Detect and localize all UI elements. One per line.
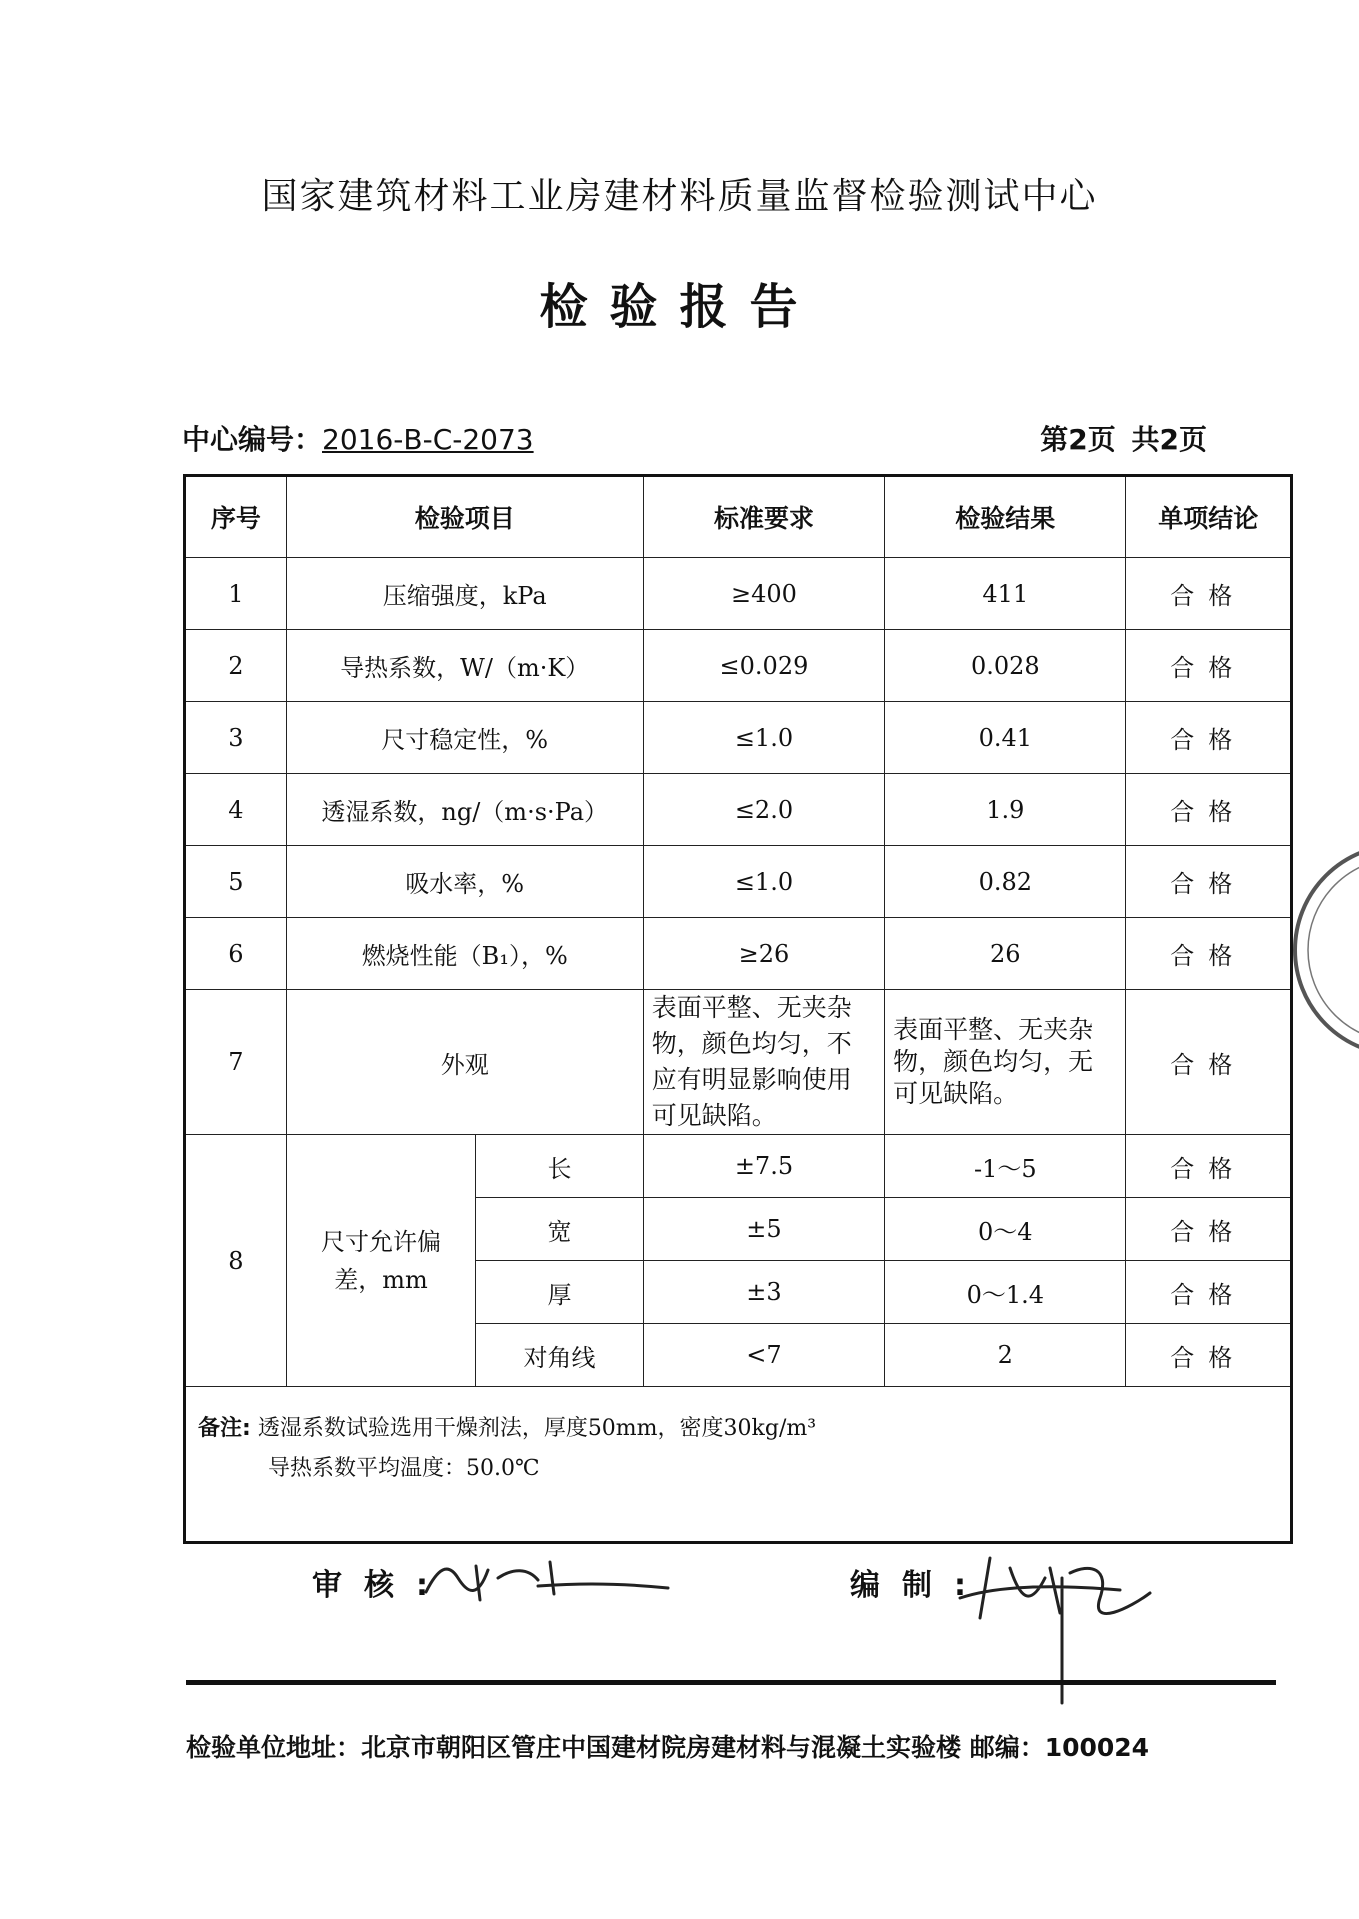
- row-result: 0.41: [885, 702, 1126, 774]
- remarks-label: 备注:: [198, 1416, 251, 1441]
- row-result: 0～4: [885, 1198, 1126, 1261]
- row-result: 2: [885, 1324, 1126, 1387]
- row-no: 6: [185, 918, 287, 990]
- table-row: [185, 774, 1292, 846]
- row-verdict: 合格: [1126, 1261, 1292, 1324]
- table-row: [185, 918, 1292, 990]
- row-no: 4: [185, 774, 287, 846]
- row-result: 0.82: [885, 846, 1126, 918]
- row-verdict: 合格: [1126, 630, 1292, 702]
- center-number: [182, 418, 534, 458]
- remarks-line-2: 导热系数平均温度：50.0℃: [268, 1456, 540, 1481]
- review-signature-icon: [418, 1548, 678, 1608]
- row-item: 压缩强度，kPa: [286, 558, 643, 630]
- row-result: 0.028: [885, 630, 1126, 702]
- row-item: 吸水率，%: [286, 846, 643, 918]
- table-header-row: [185, 476, 1292, 558]
- page-info: 第2页 共2页: [1040, 423, 1207, 456]
- row-verdict: 合格: [1126, 1324, 1292, 1387]
- row-standard: ±7.5: [643, 1135, 884, 1198]
- row-item: 透湿系数，ng/（m·s·Pa）: [286, 774, 643, 846]
- center-number-label: 中心编号：: [182, 423, 323, 456]
- table-row: [185, 702, 1292, 774]
- footer-divider: [186, 1680, 1276, 1685]
- report-title: 检验报告: [539, 279, 820, 335]
- row-verdict: 合格: [1126, 846, 1292, 918]
- row-no: 5: [185, 846, 287, 918]
- row-item: 外观: [286, 990, 643, 1135]
- row-standard: ≤1.0: [643, 846, 884, 918]
- row-standard: ≤0.029: [643, 630, 884, 702]
- row-result: 26: [885, 918, 1126, 990]
- header-standard: 标准要求: [643, 476, 884, 558]
- report-table: [183, 474, 1293, 1544]
- row-standard: ≤1.0: [643, 702, 884, 774]
- row-standard: ±3: [643, 1261, 884, 1324]
- row-standard: ≥400: [643, 558, 884, 630]
- sub-item-name: 对角线: [476, 1324, 643, 1387]
- organization-name: 国家建筑材料工业房建材料质量监督检验测试中心: [261, 176, 1098, 217]
- table-row: [185, 558, 1292, 630]
- row-item: 燃烧性能（B₁），%: [286, 918, 643, 990]
- sub-item-name: 厚: [476, 1261, 643, 1324]
- row-item: 尺寸允许偏差，mm: [286, 1135, 476, 1387]
- header-verdict: 单项结论: [1126, 476, 1292, 558]
- row-standard: ≤2.0: [643, 774, 884, 846]
- remarks-line-1: 透湿系数试验选用干燥剂法，厚度50mm，密度30kg/m³: [257, 1416, 817, 1441]
- row-no: 2: [185, 630, 287, 702]
- row-standard: ±5: [643, 1198, 884, 1261]
- row-result: 0～1.4: [885, 1261, 1126, 1324]
- row-result: 1.9: [885, 774, 1126, 846]
- row-item: 尺寸稳定性，%: [286, 702, 643, 774]
- row-verdict: 合格: [1126, 1135, 1292, 1198]
- compile-label: 编制:: [850, 1568, 988, 1603]
- row-verdict: 合格: [1126, 558, 1292, 630]
- header-result: 检验结果: [885, 476, 1126, 558]
- review-label: 审核:: [312, 1568, 450, 1603]
- remarks-row: [185, 1387, 1292, 1543]
- row-no: 7: [185, 990, 287, 1135]
- seal-stamp-icon: [1290, 830, 1359, 1070]
- row-no: 1: [185, 558, 287, 630]
- row-result: 411: [885, 558, 1126, 630]
- sub-item-name: 宽: [476, 1198, 643, 1261]
- table-row: [185, 990, 1292, 1135]
- center-number-value: 2016-B-C-2073: [322, 423, 534, 456]
- row-standard: 表面平整、无夹杂物，颜色均匀，不应有明显影响使用可见缺陷。: [643, 990, 884, 1135]
- footer-address: 检验单位地址：北京市朝阳区管庄中国建材院房建材料与混凝土实验楼 邮编：100024: [186, 1733, 1150, 1762]
- row-no: 3: [185, 702, 287, 774]
- row-verdict: 合格: [1126, 990, 1292, 1135]
- row-item: 导热系数，W/（m·K）: [286, 630, 643, 702]
- remarks: [185, 1387, 1292, 1543]
- header-item: 检验项目: [286, 476, 643, 558]
- table-row: [185, 846, 1292, 918]
- row-result: -1～5: [885, 1135, 1126, 1198]
- row-standard: <7: [643, 1324, 884, 1387]
- row-verdict: 合格: [1126, 1198, 1292, 1261]
- header-no: 序号: [185, 476, 287, 558]
- row-verdict: 合格: [1126, 918, 1292, 990]
- row-verdict: 合格: [1126, 774, 1292, 846]
- table-row: [185, 1135, 1292, 1198]
- table-row: [185, 630, 1292, 702]
- row-no: 8: [185, 1135, 287, 1387]
- row-verdict: 合格: [1126, 702, 1292, 774]
- row-standard: ≥26: [643, 918, 884, 990]
- row-result: 表面平整、无夹杂物，颜色均匀，无可见缺陷。: [885, 990, 1126, 1135]
- sub-item-name: 长: [476, 1135, 643, 1198]
